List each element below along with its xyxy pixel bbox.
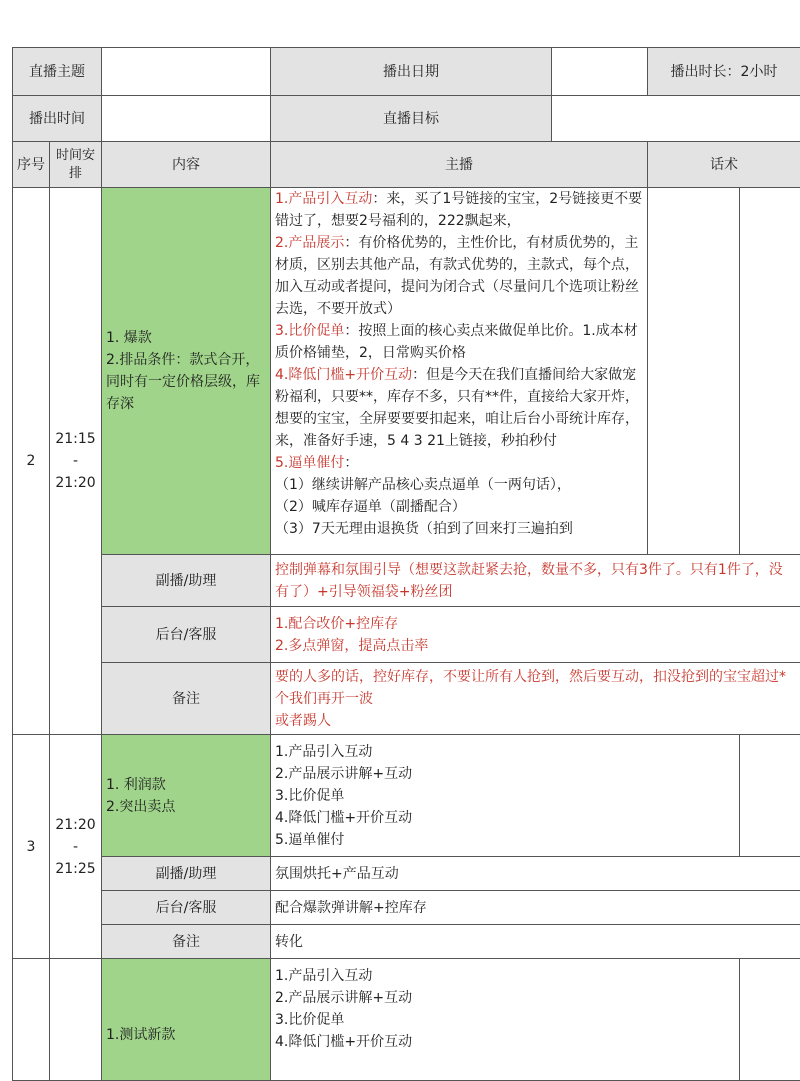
header-time: 时间安排 [50, 142, 102, 188]
sec2-backstage-label: 后台/客服 [102, 607, 271, 663]
sec3-no: 3 [13, 735, 50, 959]
sec2-host-step [275, 364, 643, 452]
sec3-content-line: 2.突出卖点 [106, 796, 266, 818]
theme-label: 直播主题 [13, 48, 102, 96]
backstage-line: 1.配合改价+控库存 [275, 613, 796, 635]
sec2-no: 2 [13, 188, 50, 735]
sec2-remark-label: 备注 [102, 663, 271, 735]
step-text: ：来，买了1号链接的宝宝，2号链接更不要错过了，想要2号福利的，222飘起来， [275, 191, 642, 229]
sec4-host-line: 4.降低门槛+开价互动 [275, 1031, 735, 1053]
duration-label: 播出时长：2小时 [648, 48, 800, 96]
date-value[interactable] [552, 48, 648, 96]
sec3-host-line: 4.降低门槛+开价互动 [275, 807, 735, 829]
sec2-host-step [275, 188, 643, 232]
header-content: 内容 [102, 142, 271, 188]
sec4-script[interactable] [740, 959, 800, 1081]
sec3-script[interactable] [740, 735, 800, 857]
live-schedule-sheet [12, 47, 800, 1081]
sec3-host-line: 1.产品引入互动 [275, 741, 735, 763]
header-no: 序号 [13, 142, 50, 188]
theme-value[interactable] [102, 48, 271, 96]
sec4-host-line: 1.产品引入互动 [275, 965, 735, 987]
time-value[interactable] [102, 96, 271, 142]
sec2-host-sub: （1）继续讲解产品核心卖点逼单（一两句话）， [275, 474, 643, 496]
sec2-host-step [275, 320, 643, 364]
sec3-host-line: 2.产品展示讲解+互动 [275, 763, 735, 785]
sec3-time-dash: - [50, 836, 101, 858]
step-text: ：但是今天在我们直播间给大家做宠粉福利，只要**，库存不多，只有**件，直接给大家开炸，想要的宝宝，全屏要要要扣起来，咱让后台小哥统计库存，来，准备好手速，5 4 3 21上链接，秒拍秒付 [275, 367, 639, 449]
step-text: ：有价格优势的，主性价比，有材质优势的，主材质，区别去其他产品，有款式优势的，主款式，每个点，加入互动或者提问，提问为闭合式（尽量问几个选项让粉丝去选，不要开放式） [275, 235, 639, 317]
sec3-backstage-text: 配合爆款弹讲解+控库存 [271, 891, 800, 925]
step-heading: 5.逼单催付 [275, 455, 344, 471]
date-label: 播出日期 [271, 48, 552, 96]
step-heading: 1.产品引入互动 [275, 191, 372, 207]
sec4-host-line: 3.比价促单 [275, 1009, 735, 1031]
sec2-time-end: 21:20 [50, 472, 101, 494]
sec3-host-line: 5.逼单催付 [275, 829, 735, 851]
sec2-time [50, 188, 102, 735]
sec3-assistant-text: 氛围烘托+产品互动 [271, 857, 800, 891]
goal-label: 直播目标 [271, 96, 552, 142]
step-heading: 2.产品展示 [275, 235, 344, 251]
sec4-time [50, 959, 102, 1081]
sec2-backstage-text [271, 607, 800, 663]
header-host: 主播 [271, 142, 648, 188]
schedule-table [12, 47, 800, 1081]
sec4-content: 1.测试新款 [102, 959, 271, 1081]
sec3-backstage-label: 后台/客服 [102, 891, 271, 925]
step-heading: 3.比价促单 [275, 323, 344, 339]
sec4-host-line: 2.产品展示讲解+互动 [275, 987, 735, 1009]
sec3-remark-text: 转化 [271, 925, 800, 959]
sec2-assistant-label: 副播/助理 [102, 555, 271, 607]
sec2-script-a[interactable] [648, 188, 740, 555]
sec2-host-step [275, 452, 643, 474]
time-label: 播出时间 [13, 96, 102, 142]
sec2-remark-text [271, 663, 800, 735]
sec2-time-start: 21:15 [50, 428, 101, 450]
step-heading: 4.降低门槛+开价互动 [275, 367, 412, 383]
sec2-host-sub: （2）喊库存逼单（副播配合） [275, 496, 643, 518]
sec2-content [102, 188, 271, 555]
sec2-content-line: 2.排品条件：款式合开，同时有一定价格层级，库存深 [106, 349, 266, 415]
sec2-host-step [275, 232, 643, 320]
step-text: ： [344, 455, 358, 471]
sec2-content-line: 1. 爆款 [106, 327, 266, 349]
backstage-line: 2.多点弹窗，提高点击率 [275, 635, 796, 657]
header-script: 话术 [648, 142, 800, 188]
sec3-remark-label: 备注 [102, 925, 271, 959]
remark-line: 要的人多的话，控好库存，不要让所有人抢到，然后要互动，扣没抢到的宝宝超过*个我们再开一波 [275, 666, 796, 710]
sec2-time-dash: - [50, 450, 101, 472]
sec4-no [13, 959, 50, 1081]
sec3-time-end: 21:25 [50, 858, 101, 880]
sec3-content-line: 1. 利润款 [106, 774, 266, 796]
step-text: ：按照上面的核心卖点来做促单比价。1.成本材质价格铺垫，2，日常购买价格 [275, 323, 638, 361]
remark-line: 或者踢人 [275, 710, 796, 732]
sec4-host [271, 959, 740, 1081]
sec3-time-start: 21:20 [50, 814, 101, 836]
sec2-script-b[interactable] [740, 188, 800, 555]
sec3-content [102, 735, 271, 857]
goal-value[interactable] [552, 96, 800, 142]
sec3-assistant-label: 副播/助理 [102, 857, 271, 891]
sec2-assistant-text: 控制弹幕和氛围引导（想要这款赶紧去抢，数量不多，只有3件了。只有1件了，没有了）+引导领福袋+粉丝团 [271, 555, 800, 607]
sec3-host [271, 735, 740, 857]
sec2-host-sub: （3）7天无理由退换货（拍到了回来打三遍拍到 [275, 518, 643, 540]
sec2-host [271, 188, 648, 555]
sec3-time [50, 735, 102, 959]
sec3-host-line: 3.比价促单 [275, 785, 735, 807]
